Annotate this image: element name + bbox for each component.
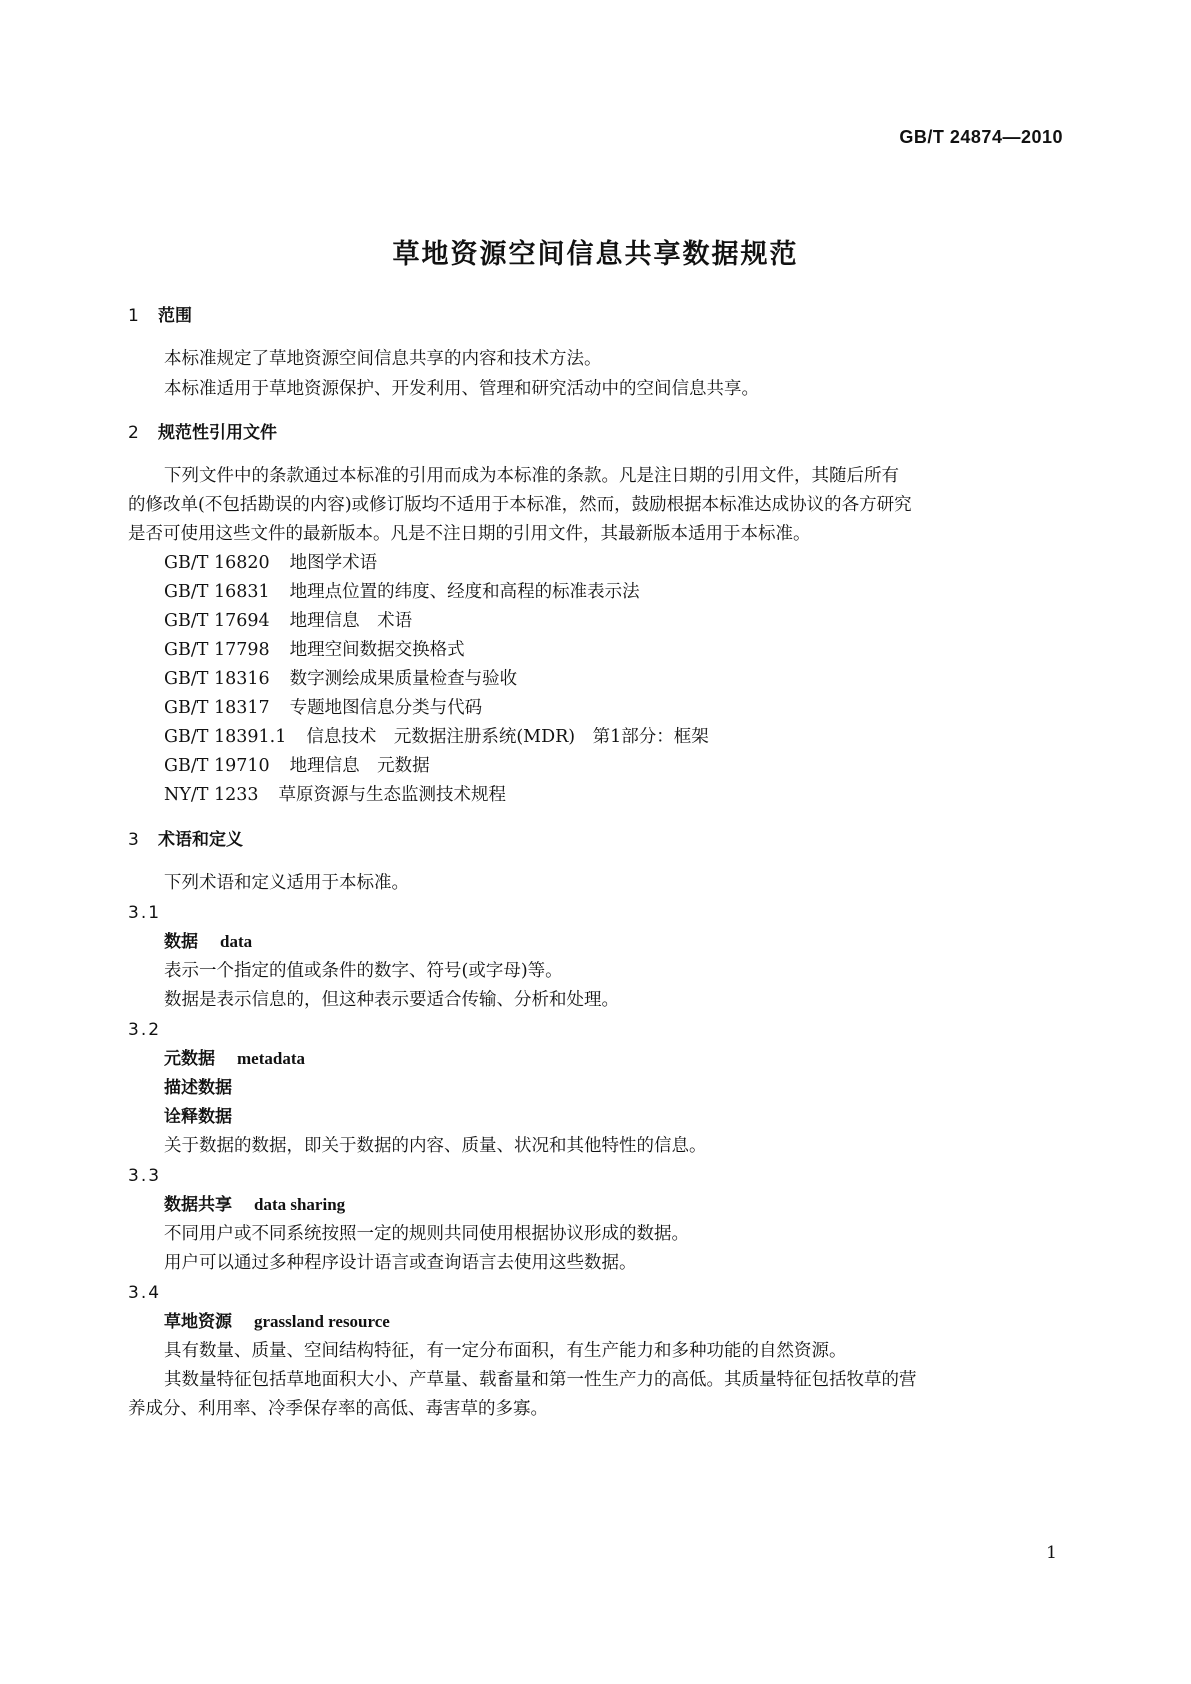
reference-item	[164, 668, 517, 690]
document-title: 草地资源空间信息共享数据规范	[392, 239, 799, 270]
term-en: grassland resource	[254, 1312, 390, 1331]
definition-line: 数据是表示信息的，但这种表示要适合传输、分析和处理。	[164, 990, 619, 1010]
term-en: metadata	[237, 1049, 305, 1068]
term-cn: 数据	[164, 932, 198, 952]
reference-code: GB/T 18317	[164, 698, 270, 718]
term-synonym: 描述数据	[164, 1078, 232, 1098]
section-number: 2	[128, 423, 139, 443]
term-heading	[164, 1311, 390, 1333]
reference-item	[164, 755, 430, 777]
section-number: 1	[128, 306, 139, 326]
reference-item	[164, 697, 482, 719]
section-title: 范围	[158, 306, 192, 326]
term-cn: 数据共享	[164, 1195, 232, 1215]
section-1-heading	[128, 305, 192, 327]
paragraph-line: 下列文件中的条款通过本标准的引用而成为本标准的条款。凡是注日期的引用文件，其随后所有	[164, 466, 899, 486]
term-cn: 草地资源	[164, 1312, 232, 1332]
reference-item	[164, 726, 709, 748]
section-number: 3	[128, 830, 139, 850]
reference-code: NY/T 1233	[164, 785, 259, 805]
reference-item	[164, 552, 377, 574]
definition-line: 不同用户或不同系统按照一定的规则共同使用根据协议形成的数据。	[164, 1224, 689, 1244]
term-heading	[164, 1194, 345, 1216]
definition-line: 表示一个指定的值或条件的数字、符号(或字母)等。	[164, 961, 563, 981]
term-number: 3.1	[128, 903, 162, 923]
definition-line: 用户可以通过多种程序设计语言或查询语言去使用这些数据。	[164, 1253, 637, 1273]
section-3-heading	[128, 829, 243, 851]
reference-code: GB/T 16831	[164, 582, 270, 602]
reference-title: 地理信息 元数据	[289, 756, 430, 776]
page-number: 1	[1046, 1543, 1057, 1563]
reference-item	[164, 581, 640, 603]
paragraph-line: 的修改单(不包括勘误的内容)或修订版均不适用于本标准，然而，鼓励根据本标准达成协议的各方研究	[128, 495, 912, 515]
reference-code: GB/T 16820	[164, 553, 270, 573]
reference-title: 地理信息 术语	[289, 611, 413, 631]
paragraph-line: 是否可使用这些文件的最新版本。凡是不注日期的引用文件，其最新版本适用于本标准。	[128, 524, 811, 544]
reference-code: GB/T 17798	[164, 640, 270, 660]
section-2-heading	[128, 422, 277, 444]
term-number: 3.4	[128, 1283, 162, 1303]
reference-title: 地理空间数据交换格式	[289, 640, 465, 660]
reference-title: 草原资源与生态监测技术规程	[278, 785, 507, 805]
paragraph: 下列术语和定义适用于本标准。	[164, 873, 409, 893]
reference-title: 地理点位置的纬度、经度和高程的标准表示法	[289, 582, 640, 602]
reference-code: GB/T 19710	[164, 756, 270, 776]
reference-code: GB/T 17694	[164, 611, 270, 631]
definition-line: 其数量特征包括草地面积大小、产草量、载畜量和第一性生产力的高低。其质量特征包括牧草的营	[164, 1370, 917, 1390]
paragraph: 本标准规定了草地资源空间信息共享的内容和技术方法。	[164, 349, 602, 369]
reference-title: 专题地图信息分类与代码	[289, 698, 483, 718]
term-heading	[164, 1048, 305, 1070]
term-number: 3.2	[128, 1020, 162, 1040]
section-title: 术语和定义	[158, 830, 243, 850]
term-en: data	[220, 932, 253, 951]
term-heading	[164, 931, 252, 953]
reference-code: GB/T 18316	[164, 669, 270, 689]
definition-line: 养成分、利用率、冷季保存率的高低、毒害草的多寡。	[128, 1399, 548, 1419]
reference-item	[164, 610, 412, 632]
reference-title: 数字测绘成果质量检查与验收	[289, 669, 518, 689]
term-en: data sharing	[254, 1195, 346, 1214]
term-number: 3.3	[128, 1166, 162, 1186]
standard-code: GB/T 24874—2010	[899, 127, 1063, 147]
reference-code: GB/T 18391.1	[164, 727, 287, 747]
reference-title: 地图学术语	[289, 553, 378, 573]
definition-line: 关于数据的数据，即关于数据的内容、质量、状况和其他特性的信息。	[164, 1136, 707, 1156]
reference-title: 信息技术 元数据注册系统(MDR) 第1部分：框架	[306, 727, 709, 747]
reference-item	[164, 639, 465, 661]
section-title: 规范性引用文件	[158, 423, 277, 443]
reference-item	[164, 784, 506, 806]
paragraph: 本标准适用于草地资源保护、开发利用、管理和研究活动中的空间信息共享。	[164, 379, 759, 399]
definition-line: 具有数量、质量、空间结构特征，有一定分布面积，有生产能力和多种功能的自然资源。	[164, 1341, 847, 1361]
term-synonym: 诠释数据	[164, 1107, 232, 1127]
term-cn: 元数据	[164, 1049, 215, 1069]
